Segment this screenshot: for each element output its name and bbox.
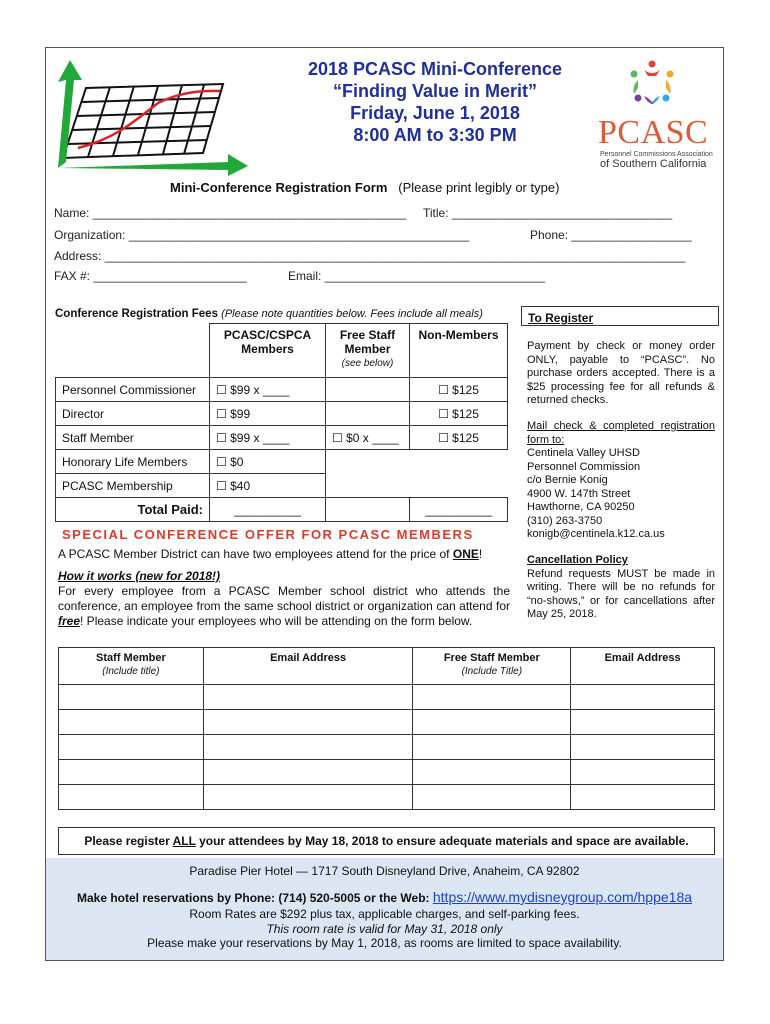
form-heading-note: (Please print legibly or type) [398,180,560,195]
fee-staff-cell [326,402,410,426]
table-row [59,735,715,760]
fee-member-checkbox[interactable]: ☐ $99 x ____ [210,426,326,450]
form-heading [170,180,559,195]
name-field[interactable]: Name: _______________________________________________ [54,206,407,220]
phone-field[interactable]: Phone: __________________ [530,228,692,242]
hotel-reservation-line: Make hotel reservations by Phone: (714) 520-5005 or the Web: https://www.mydisneygroup.com/hppe18a [76,889,693,905]
total-paid-non-member-field[interactable]: __________ [410,498,508,522]
pcasc-subtitle-1: Personnel Commissions Association [600,151,713,158]
mail-address-line: 4900 W. 147th Street [527,487,631,500]
fee-non-member-checkbox[interactable]: ☐ $125 [410,378,508,402]
hotel-info [46,858,723,960]
staff-table [58,647,715,810]
mail-address-line: c/o Bernie Konig [527,474,608,486]
cancellation-policy [527,554,715,622]
table-row [59,785,715,810]
mail-heading: Mail check & completed registration form to: [527,420,715,446]
cancel-heading: Cancellation Policy [527,554,628,566]
title-field[interactable]: Title: _________________________________ [423,206,673,220]
chart-graphic-icon [48,58,253,178]
total-paid-label: Total Paid: [56,498,210,522]
title-line-2: “Finding Value in Merit” [332,81,537,101]
table-row [59,760,715,785]
organization-field[interactable]: Organization: ___________________________________________________ [54,228,470,242]
fee-row-label: Director [56,402,210,426]
fee-member-checkbox[interactable]: ☐ $40 [210,474,326,498]
title-line-4: 8:00 AM to 3:30 PM [353,125,517,145]
fee-row-label: Honorary Life Members [56,450,210,474]
fee-row-label: PCASC Membership [56,474,210,498]
total-paid-member-field[interactable]: __________ [210,498,326,522]
fees-header-members: PCASC/CSPCA Members [210,324,326,378]
fee-staff-checkbox[interactable]: ☐ $0 x ____ [326,426,410,450]
hotel-address: Paradise Pier Hotel — 1717 South Disneyland Drive, Anaheim, CA 92802 [189,864,580,878]
fee-member-checkbox[interactable]: ☐ $99 [210,402,326,426]
mail-address-line: Hawthorne, CA 90250 [527,501,635,513]
staff-header: Staff Member (Include title) [59,648,204,685]
fees-heading-note: (Please note quantities below. Fees include all meals) [221,308,483,320]
staff-email-header: Email Address [203,648,413,685]
mail-address-line: Centinela Valley UHSD [527,447,640,459]
email-field[interactable]: Email: _________________________________ [288,269,545,283]
hotel-web-link[interactable]: https://www.mydisneygroup.com/hppe18a [432,889,693,905]
fee-non-member-checkbox[interactable]: ☐ $125 [410,426,508,450]
title-line-1: 2018 PCASC Mini-Conference [307,59,563,79]
conference-title [250,58,620,146]
fees-header-free-staff: Free Staff Member (see below) [326,324,410,378]
cancel-body: Refund requests MUST be made in writing. There will be no refunds for “no-shows,” or for cancellations after May 25, 2018. [527,567,715,620]
free-staff-header: Free Staff Member (Include Title) [413,648,571,685]
payment-info: Payment by check or money order ONLY, payable to “PCASC”. No purchase orders accepted. There is a $25 processing fee for all refunds & returned checks. [527,340,715,406]
fee-staff-cell [326,378,410,402]
hotel-room-rates: Room Rates are $292 plus tax, applicable charges, and self-parking fees. [189,907,580,921]
mail-info [527,420,715,542]
register-all-notice: Please register ALL your attendees by May 18, 2018 to ensure adequate materials and space are available. [58,827,715,855]
how-it-works-body: For every employee from a PCASC Member school district who attends the conference, an employee from the same school district or organization can attend for free! Please indicate your employees who will be attending on the form below. [58,584,510,628]
special-offer-sub: A PCASC Member District can have two employees attend for the price of ONE! [58,547,483,561]
fee-member-checkbox[interactable]: ☐ $99 x ____ [210,378,326,402]
free-staff-email-header: Email Address [571,648,715,685]
fee-member-checkbox[interactable]: ☐ $0 [210,450,326,474]
pcasc-logo [590,58,725,168]
title-line-3: Friday, June 1, 2018 [350,103,520,123]
fees-heading [55,308,483,320]
fee-row-label: Staff Member [56,426,210,450]
special-offer-heading: SPECIAL CONFERENCE OFFER FOR PCASC MEMBERS [62,527,474,542]
hotel-reservation-deadline: Please make your reservations by May 1, 2018, as rooms are limited to space availability. [147,936,622,950]
hotel-rate-validity: This room rate is valid for May 31, 2018 only [266,922,503,936]
fee-row-label: Personnel Commissioner [56,378,210,402]
people-circle-icon [626,58,678,108]
form-heading-title: Mini-Conference Registration Form [170,180,388,195]
fee-non-member-checkbox[interactable]: ☐ $125 [410,402,508,426]
mail-address-line: Personnel Commission [527,460,641,473]
pcasc-subtitle-2: of Southern California [600,158,707,170]
mail-address-line: (310) 263-3750 [527,514,603,527]
fax-field[interactable]: FAX #: _______________________ [54,269,247,283]
pcasc-wordmark: PCASC [598,114,709,151]
to-register-heading: To Register [521,306,719,326]
how-it-works-heading: How it works (new for 2018!) [58,569,221,583]
fees-table [55,323,508,522]
table-row [59,710,715,735]
address-field[interactable]: Address: _______________________________________________________________________________________ [54,249,686,263]
fees-header-non-members: Non-Members [410,324,508,378]
mail-email-link[interactable]: konigb@centinela.k12.ca.us [527,528,665,540]
table-row [59,685,715,710]
fees-heading-title: Conference Registration Fees [55,308,218,320]
